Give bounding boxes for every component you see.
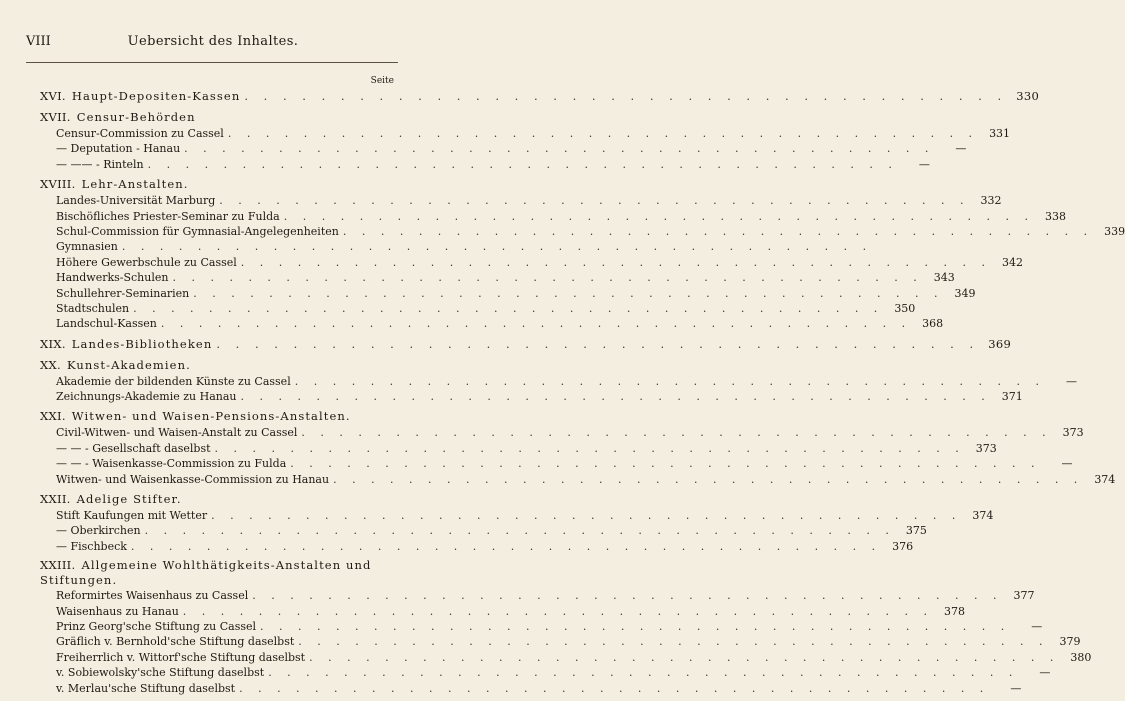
leader-dots: . . . . . . . . . . . . . . . . . . . . . . . . . . . . . . . . . . . . . . . .	[227, 127, 979, 140]
entry-label: Gymnasien	[56, 240, 118, 254]
toc-entry	[40, 441, 997, 456]
entry-label: Schul-Commission für Gymnasial-Angelegenheiten	[56, 224, 339, 238]
entry-label: Schullehrer-Seminarien	[56, 286, 190, 300]
leader-dots: . . . . . . . . . . . . . . . . . . . . . . . . . . . . . . . . . . . . . . . .	[172, 271, 923, 285]
leader-dots: . . . . . . . . . . . . . . . . . . . . . . . . . . . . . . . . . . . . . . . .	[239, 681, 990, 695]
table-of-contents	[40, 88, 1125, 700]
toc-section	[40, 336, 1012, 353]
leader-dots: . . . . . . . . . . . . . . . . . . . . . . . . . . . . . . . . . . . . . . . .	[216, 336, 980, 351]
toc-entry	[40, 456, 1073, 471]
section-number: XX.	[40, 357, 61, 372]
toc-entry	[40, 619, 1043, 634]
entry-label: — Deputation - Hanau	[56, 142, 181, 156]
toc-entry	[40, 681, 1022, 696]
leader-dots: . . . . . . . . . . . . . . . . . . . . . . . . . . . . . . . . . . . . . . . .	[147, 157, 898, 171]
entry-label: Handwerks-Schulen	[56, 271, 169, 285]
toc-entry	[40, 472, 1116, 487]
header-rule	[26, 62, 398, 63]
section-title: Landes-Bibliotheken	[71, 336, 213, 351]
leader-dots: . . . . . . . . . . . . . . . . . . . . . . . . . . . . . . . . . . . . . . . .	[240, 390, 991, 404]
section-heading	[40, 408, 394, 425]
entry-label: v. Sobiewolsky'sche Stiftung daselbst	[56, 666, 265, 680]
entry-label: Bischöfliches Priester-Seminar zu Fulda	[56, 209, 280, 223]
leader-dots: . . . . . . . . . . . . . . . . . . . . . . . . . . . . . . . . . . . . . . . .	[182, 604, 934, 618]
leader-dots: . . . . . . . . . . . . . . . . . . . . . . . . . . . . . . . . . . . . . . . .	[240, 255, 991, 269]
leader-dots: . . . . . . . . . . . . . . . . . . . . . . . . . . . . . . . . . . . . . . . .	[244, 89, 1008, 103]
entry-page: 375	[905, 524, 927, 538]
section-number: XVIII.	[40, 177, 76, 192]
entry-label: Zeichnungs-Akademie zu Hanau	[56, 390, 237, 404]
section-heading	[40, 491, 394, 508]
entry-page: 343	[933, 271, 955, 285]
toc-entry	[40, 588, 1035, 603]
section-title: Kunst-Akademien.	[66, 357, 191, 372]
toc-entry	[40, 141, 967, 156]
section-page: 330	[1016, 89, 1040, 103]
entry-label: Reformirtes Waisenhaus zu Cassel	[56, 589, 249, 603]
toc-section	[40, 357, 1077, 405]
entry-label: Stadtschulen	[56, 301, 130, 315]
toc-entry	[40, 425, 1084, 440]
section-number: XXIII.	[40, 558, 76, 573]
leader-dots: . . . . . . . . . . . . . . . . . . . . . . . . . . . . . . . . . . . . . . . .	[121, 240, 873, 254]
entry-label: — — - Gesellschaft daselbst	[56, 441, 211, 455]
page-header	[26, 34, 400, 54]
entry-page: —	[955, 142, 967, 156]
entry-label: — — - Waisenkasse-Commission zu Fulda	[56, 457, 287, 471]
toc-section	[40, 176, 1125, 332]
entry-label: Stift Kaufungen mit Wetter	[56, 509, 208, 523]
section-title: Censur-Behörden	[76, 110, 196, 124]
entry-page: —	[918, 157, 930, 171]
entry-page: 342	[1002, 255, 1023, 269]
toc-entry	[40, 539, 914, 554]
leader-dots: . . . . . . . . . . . . . . . . . . . . . . . . . . . . . . . . . . . . . . . .	[144, 524, 895, 538]
entry-page: 338	[1044, 209, 1066, 223]
leader-dots: . . . . . . . . . . . . . . . . . . . . . . . . . . . . . . . . . . . . . . . .	[290, 457, 1041, 471]
toc-entry	[40, 224, 1125, 239]
entry-page: 379	[1059, 635, 1081, 649]
toc-entry	[40, 508, 994, 523]
leader-dots: . . . . . . . . . . . . . . . . . . . . . . . . . . . . . . . . . . . . . . . .	[214, 441, 965, 455]
leader-dots: . . . . . . . . . . . . . . . . . . . . . . . . . . . . . . . . . . . . . . . .	[130, 539, 882, 553]
entry-label: Akademie der bildenden Künste zu Cassel	[56, 374, 291, 388]
toc-entry	[40, 301, 916, 316]
entry-page: 332	[980, 194, 1002, 208]
section-title: Adelige Stifter.	[76, 492, 182, 507]
section-heading	[40, 88, 1040, 105]
entry-page: 371	[1001, 390, 1023, 404]
entry-label: Landschul-Kassen	[56, 317, 157, 331]
toc-entry	[40, 239, 873, 254]
leader-dots: . . . . . . . . . . . . . . . . . . . . . . . . . . . . . . . . . . . . . . . .	[301, 426, 1052, 440]
leader-dots: . . . . . . . . . . . . . . . . . . . . . . . . . . . . . . . . . . . . . . . .	[298, 635, 1049, 649]
section-heading	[40, 336, 1012, 353]
leader-dots: . . . . . . . . . . . . . . . . . . . . . . . . . . . . . . . . . . . . . . . .	[252, 589, 1003, 603]
entry-label: Landes-Universität Marburg	[56, 194, 216, 208]
section-heading	[40, 176, 394, 193]
leader-dots: . . . . . . . . . . . . . . . . . . . . . . . . . . . . . . . . . . . . . . . .	[193, 286, 944, 300]
entry-page: —	[1031, 619, 1043, 633]
section-title: Lehr-Anstalten.	[81, 177, 189, 192]
toc-section	[40, 109, 1011, 172]
leader-dots: . . . . . . . . . . . . . . . . . . . . . . . . . . . . . . . . . . . . . . . .	[211, 509, 962, 523]
entry-page: 373	[975, 441, 997, 455]
leader-dots: . . . . . . . . . . . . . . . . . . . . . . . . . . . . . . . . . . . . . . . .	[160, 317, 912, 331]
section-title: Allgemeine Wohlthätigkeits-Anstalten und Stiftungen.	[40, 558, 372, 588]
section-title: Witwen- und Waisen-Pensions-Anstalten.	[71, 409, 351, 424]
entry-page: 368	[922, 317, 944, 331]
toc-entry	[40, 193, 1002, 208]
toc-entry	[40, 634, 1081, 649]
leader-dots: . . . . . . . . . . . . . . . . . . . . . . . . . . . . . . . . . . . . . . . .	[260, 619, 1011, 633]
leader-dots: . . . . . . . . . . . . . . . . . . . . . . . . . . . . . . . . . . . . . . . .	[294, 374, 1045, 388]
toc-entry	[40, 255, 1023, 270]
toc-entry	[40, 270, 955, 285]
leader-dots: . . . . . . . . . . . . . . . . . . . . . . . . . . . . . . . . . . . . . . . .	[219, 194, 970, 208]
toc-entry	[40, 209, 1066, 224]
section-number: XXI.	[40, 409, 66, 424]
toc-section	[40, 408, 1116, 487]
toc-entry	[40, 157, 930, 172]
section-number: XXII.	[40, 492, 71, 507]
entry-page: 377	[1013, 589, 1035, 603]
entry-page: 349	[954, 286, 976, 300]
entry-page: —	[1010, 681, 1022, 695]
section-number: XVII.	[40, 110, 71, 124]
section-heading	[40, 109, 394, 126]
toc-entry	[40, 604, 966, 619]
entry-label: Prinz Georg'sche Stiftung zu Cassel	[56, 619, 257, 633]
entry-page: —	[1065, 374, 1077, 388]
entry-page: 374	[972, 509, 994, 523]
section-number: XIX.	[40, 336, 66, 351]
toc-section	[40, 491, 994, 554]
entry-page: 376	[892, 539, 914, 553]
page-number: VIII	[26, 34, 51, 49]
toc-entry	[40, 374, 1077, 389]
toc-section	[40, 88, 1040, 105]
page-title: Uebersicht des Inhaltes.	[127, 34, 299, 49]
section-heading	[40, 558, 394, 588]
toc-entry	[40, 665, 1051, 680]
entry-page: 374	[1094, 472, 1116, 486]
entry-label: Witwen- und Waisenkasse-Commission zu Hanau	[56, 472, 330, 486]
seite-label: Seite	[370, 76, 394, 86]
entry-page: —	[1061, 457, 1073, 471]
entry-page: 380	[1070, 650, 1092, 664]
section-number: XVI.	[40, 89, 66, 103]
toc-entry	[40, 389, 1023, 404]
entry-label: Gräflich v. Bernhold'sche Stiftung daselbst	[56, 635, 295, 649]
entry-page: —	[1039, 666, 1051, 680]
entry-label: v. Merlau'sche Stiftung daselbst	[56, 681, 236, 695]
entry-page: 331	[989, 127, 1011, 140]
entry-label: Waisenhaus zu Hanau	[56, 604, 179, 618]
entry-page: 339	[1104, 224, 1125, 238]
entry-page: 378	[944, 604, 966, 618]
toc-entry	[40, 523, 927, 538]
section-title: Haupt-Depositen-Kassen	[71, 89, 241, 103]
entry-label: Freiherrlich v. Wittorf'sche Stiftung daselbst	[56, 650, 306, 664]
entry-label: Civil-Witwen- und Waisen-Anstalt zu Cassel	[56, 426, 298, 440]
leader-dots: . . . . . . . . . . . . . . . . . . . . . . . . . . . . . . . . . . . . . . . .	[342, 224, 1094, 238]
toc-entry	[40, 286, 976, 301]
toc-entry	[40, 650, 1092, 665]
leader-dots: . . . . . . . . . . . . . . . . . . . . . . . . . . . . . . . . . . . . . . . .	[268, 666, 1019, 680]
entry-page: 350	[894, 301, 916, 315]
leader-dots: . . . . . . . . . . . . . . . . . . . . . . . . . . . . . . . . . . . . . . . .	[283, 209, 1034, 223]
toc-section	[40, 558, 1092, 696]
leader-dots: . . . . . . . . . . . . . . . . . . . . . . . . . . . . . . . . . . . . . . . .	[184, 142, 935, 156]
entry-label: — —— - Rinteln	[56, 157, 144, 171]
toc-entry	[40, 126, 1011, 141]
leader-dots: . . . . . . . . . . . . . . . . . . . . . . . . . . . . . . . . . . . . . . . .	[133, 301, 884, 315]
entry-label: — Oberkirchen	[56, 524, 141, 538]
section-heading	[40, 357, 394, 374]
toc-entry	[40, 316, 944, 331]
entry-page: 373	[1062, 426, 1084, 440]
entry-label: Höhere Gewerbschule zu Cassel	[56, 255, 237, 269]
leader-dots: . . . . . . . . . . . . . . . . . . . . . . . . . . . . . . . . . . . . . . . .	[333, 472, 1084, 486]
leader-dots: . . . . . . . . . . . . . . . . . . . . . . . . . . . . . . . . . . . . . . . .	[309, 650, 1060, 664]
entry-label: Censur-Commission zu Cassel	[56, 127, 224, 140]
entry-label: — Fischbeck	[56, 539, 127, 553]
section-page: 369	[988, 336, 1012, 351]
